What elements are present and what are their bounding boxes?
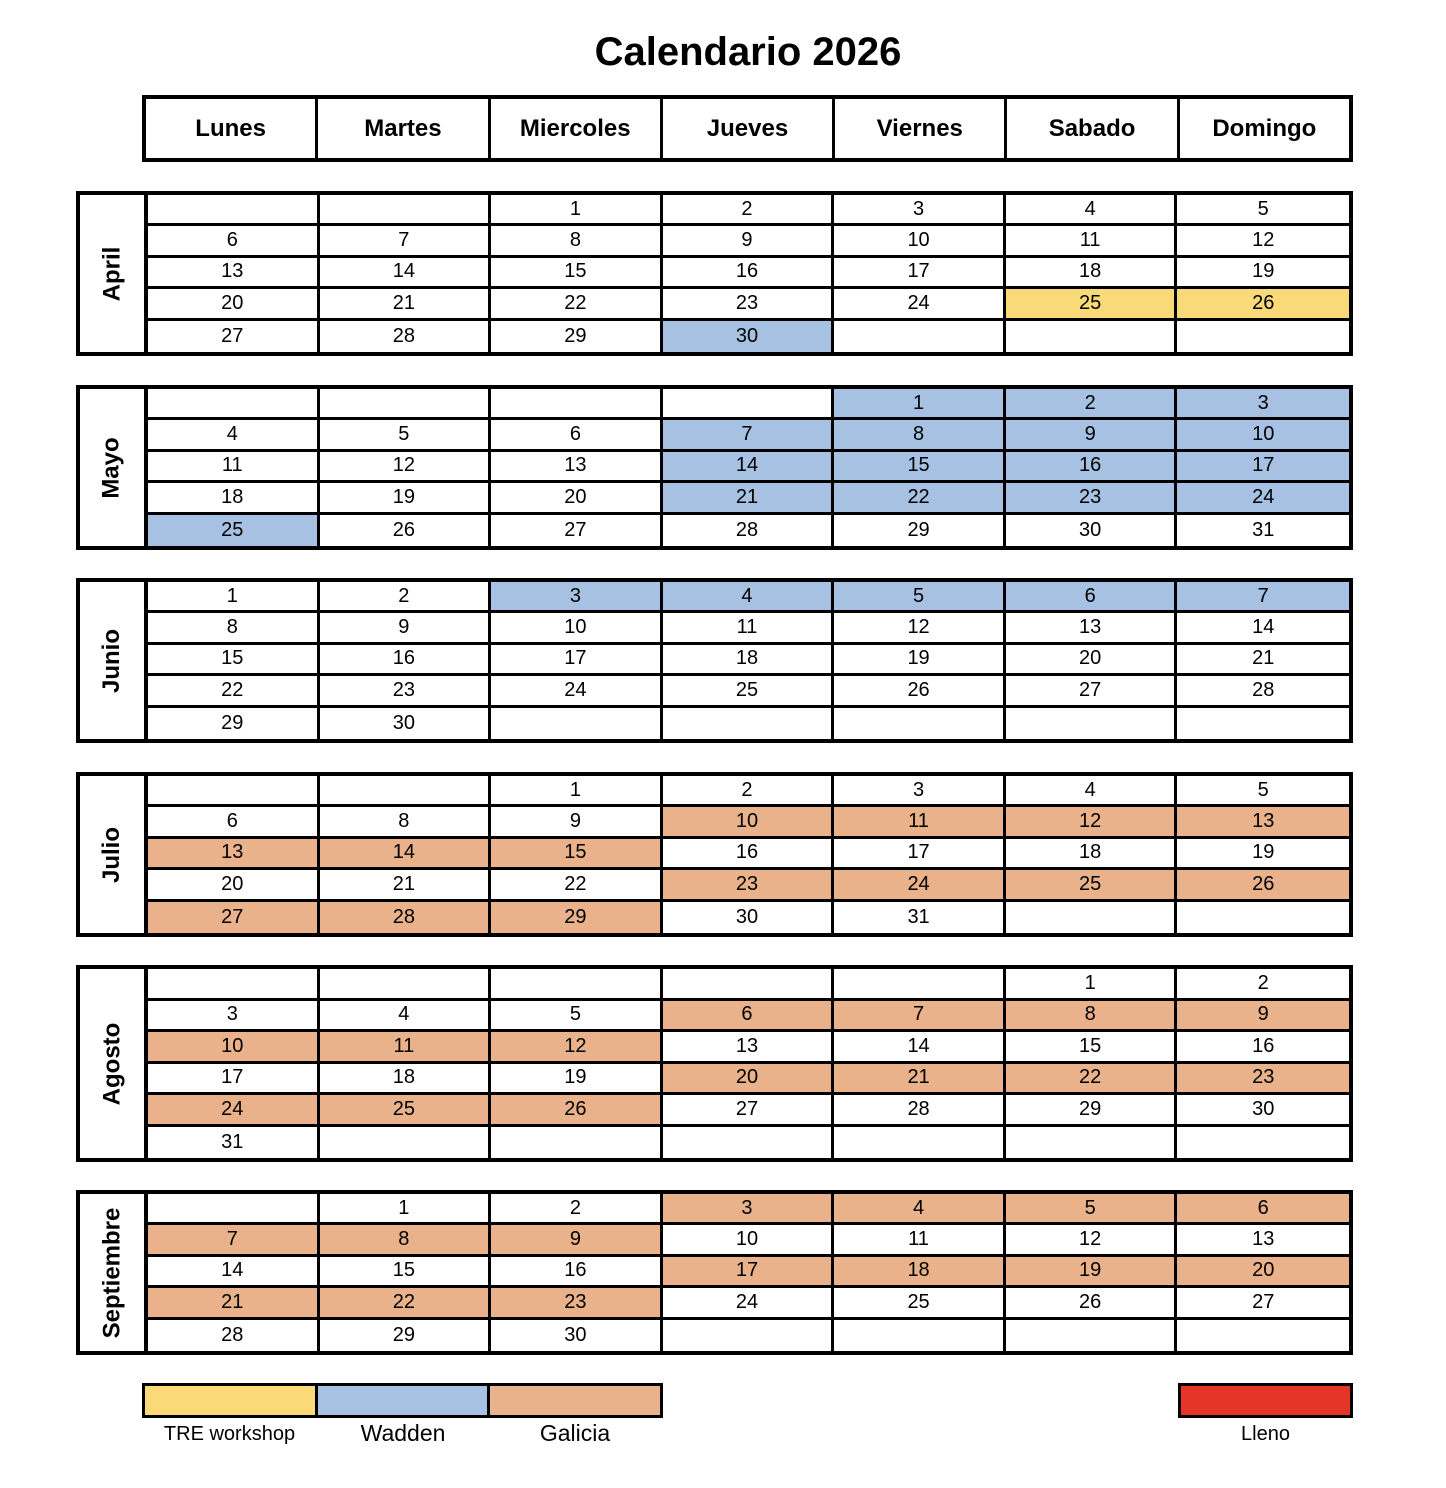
day-cell: 7 <box>320 226 492 257</box>
day-cell: 19 <box>1177 258 1349 289</box>
day-cell: 28 <box>663 515 835 546</box>
day-cell: 6 <box>1006 582 1178 613</box>
day-cell <box>1006 1127 1178 1159</box>
day-cell <box>663 708 835 739</box>
day-cell: 30 <box>663 321 835 352</box>
day-cell: 6 <box>148 807 320 838</box>
day-cell: 23 <box>320 676 492 707</box>
weekday-tuesday: Martes <box>315 99 487 158</box>
day-cell: 14 <box>1177 613 1349 644</box>
day-cell: 16 <box>491 1257 663 1288</box>
day-cell: 30 <box>1177 1095 1349 1127</box>
day-cell <box>663 969 835 1001</box>
day-cell: 20 <box>1006 645 1178 676</box>
day-cell: 7 <box>834 1001 1006 1033</box>
day-cell: 26 <box>834 676 1006 707</box>
day-cell: 20 <box>148 870 320 901</box>
day-cell: 18 <box>1006 258 1178 289</box>
day-cell: 18 <box>663 645 835 676</box>
day-cell <box>148 195 320 226</box>
day-cell: 25 <box>148 515 320 546</box>
day-cell: 1 <box>491 195 663 226</box>
day-cell: 17 <box>1177 452 1349 483</box>
day-cell: 16 <box>1006 452 1178 483</box>
day-cell: 20 <box>491 483 663 514</box>
day-cell: 20 <box>663 1064 835 1096</box>
day-cell <box>834 1320 1006 1351</box>
month-block-april <box>76 191 1353 356</box>
day-cell: 13 <box>663 1032 835 1064</box>
day-cell: 29 <box>491 321 663 352</box>
legend-label-tre: TRE workshop <box>163 1423 296 1445</box>
day-cell <box>663 1127 835 1159</box>
day-cell: 13 <box>1177 807 1349 838</box>
day-cell: 6 <box>491 420 663 451</box>
day-cell <box>1177 902 1349 933</box>
day-cell: 4 <box>320 1001 492 1033</box>
day-cell: 8 <box>834 420 1006 451</box>
day-cell <box>1177 1127 1349 1159</box>
day-cell: 21 <box>320 289 492 320</box>
day-cell: 19 <box>320 483 492 514</box>
legend-label-wadden: Wadden <box>360 1420 446 1446</box>
day-cell: 27 <box>1177 1288 1349 1319</box>
day-cell: 4 <box>1006 776 1178 807</box>
day-cell <box>148 776 320 807</box>
day-cell: 30 <box>491 1320 663 1351</box>
day-cell: 23 <box>1177 1064 1349 1096</box>
day-cell: 26 <box>320 515 492 546</box>
day-cell: 8 <box>148 613 320 644</box>
day-cell: 31 <box>1252 518 1275 541</box>
day-cell: 14 <box>320 258 492 289</box>
day-cell: 29 <box>320 1320 492 1351</box>
day-cell: 12 <box>1006 1225 1178 1256</box>
page-title: Calendario 2026 <box>594 30 902 74</box>
day-cell: 31 <box>148 1127 320 1159</box>
day-cell: 21 <box>834 1064 1006 1096</box>
day-cell: 5 <box>1177 195 1349 226</box>
legend-swatch-lleno <box>1178 1383 1353 1418</box>
day-cell: 22 <box>834 483 1006 514</box>
day-cell: 14 <box>834 1032 1006 1064</box>
day-cell <box>320 776 492 807</box>
day-cell: 17 <box>491 645 663 676</box>
day-cell: 29 <box>491 902 663 933</box>
day-cell: 3 <box>148 1001 320 1033</box>
day-cell: 4 <box>834 1194 1006 1225</box>
day-cell <box>491 389 663 420</box>
day-cell <box>491 1127 663 1159</box>
day-cell: 12 <box>834 613 1006 644</box>
day-cell: 11 <box>663 613 835 644</box>
day-cell: 10 <box>1177 420 1349 451</box>
day-cell: 12 <box>1006 807 1178 838</box>
day-cell: 1 <box>148 582 320 613</box>
day-cell: 17 <box>834 258 1006 289</box>
day-cell: 9 <box>1006 420 1178 451</box>
day-cell: 23 <box>663 870 835 901</box>
day-cell <box>834 708 1006 739</box>
day-cell: 19 <box>834 645 1006 676</box>
day-cell: 10 <box>148 1032 320 1064</box>
day-cell: 6 <box>663 1001 835 1033</box>
day-cell: 5 <box>320 420 492 451</box>
day-cell: 6 <box>148 226 320 257</box>
day-cell: 6 <box>1177 1194 1349 1225</box>
day-cell: 11 <box>834 1225 1006 1256</box>
day-cell: 3 <box>1177 389 1349 420</box>
day-cell: 22 <box>491 289 663 320</box>
day-cell: 11 <box>320 1032 492 1064</box>
day-cell <box>663 1320 835 1351</box>
day-cell: 28 <box>320 321 492 352</box>
day-cell: 26 <box>1006 1288 1178 1319</box>
day-cell: 2 <box>663 195 835 226</box>
day-cell: 4 <box>1006 195 1178 226</box>
day-cell <box>320 195 492 226</box>
day-cell <box>834 1127 1006 1159</box>
day-cell: 25 <box>1006 870 1178 901</box>
weekday-saturday: Sabado <box>1004 99 1176 158</box>
day-cell: 15 <box>834 452 1006 483</box>
day-cell: 24 <box>663 1288 835 1319</box>
day-cell: 24 <box>148 1095 320 1127</box>
day-cell: 9 <box>1177 1001 1349 1033</box>
month-grid <box>148 389 1349 546</box>
weekday-sunday: Domingo <box>1177 99 1349 158</box>
month-block-mayo <box>76 385 1353 550</box>
day-cell: 9 <box>491 807 663 838</box>
day-cell: 27 <box>1006 676 1178 707</box>
day-cell: 8 <box>320 1225 492 1256</box>
weekday-header <box>142 95 1353 162</box>
day-cell: 16 <box>663 258 835 289</box>
day-cell: 18 <box>1006 839 1178 870</box>
month-grid <box>148 776 1349 933</box>
day-cell: 12 <box>1177 226 1349 257</box>
month-label: Septiembre <box>98 1207 125 1338</box>
day-cell: 10 <box>663 1225 835 1256</box>
day-cell: 1 <box>491 776 663 807</box>
day-cell: 28 <box>1177 676 1349 707</box>
day-cell: 3 <box>663 1194 835 1225</box>
day-cell: 3 <box>834 776 1006 807</box>
day-cell: 31 <box>834 902 1006 933</box>
day-cell: 29 <box>1006 1095 1178 1127</box>
day-cell: 8 <box>491 226 663 257</box>
day-cell: 8 <box>320 807 492 838</box>
day-cell: 19 <box>1177 839 1349 870</box>
day-cell: 13 <box>1177 1225 1349 1256</box>
day-cell: 10 <box>834 226 1006 257</box>
day-cell: 21 <box>1177 645 1349 676</box>
day-cell: 24 <box>834 289 1006 320</box>
day-cell <box>320 1127 492 1159</box>
month-grid <box>148 1194 1349 1351</box>
day-cell: 7 <box>148 1225 320 1256</box>
day-cell: 25 <box>320 1095 492 1127</box>
day-cell <box>1006 902 1178 933</box>
day-cell: 12 <box>491 1032 663 1064</box>
day-cell: 15 <box>320 1257 492 1288</box>
month-block-agosto <box>76 965 1353 1162</box>
day-cell: 2 <box>491 1194 663 1225</box>
day-cell <box>1006 1320 1178 1351</box>
day-cell: 15 <box>1006 1032 1178 1064</box>
day-cell <box>663 389 835 420</box>
day-cell: 13 <box>1006 613 1178 644</box>
day-cell: 25 <box>663 676 835 707</box>
day-cell: 26 <box>1177 870 1349 901</box>
day-cell: 4 <box>148 420 320 451</box>
day-cell: 9 <box>320 613 492 644</box>
day-cell: 30 <box>320 708 492 739</box>
legend-swatch-wadden <box>315 1386 488 1415</box>
day-cell: 21 <box>148 1288 320 1319</box>
day-cell <box>148 389 320 420</box>
month-grid <box>148 582 1349 739</box>
day-cell: 28 <box>148 1320 320 1351</box>
day-cell: 14 <box>148 1257 320 1288</box>
day-cell: 29 <box>148 708 320 739</box>
day-cell: 17 <box>148 1064 320 1096</box>
weekday-thursday: Jueves <box>660 99 832 158</box>
day-cell: 27 <box>663 1095 835 1127</box>
legend-swatch-tre <box>145 1386 315 1415</box>
day-cell <box>1006 321 1178 352</box>
weekday-wednesday: Miercoles <box>488 99 660 158</box>
day-cell: 16 <box>1177 1032 1349 1064</box>
month-label: Julio <box>97 826 125 883</box>
month-label: Mayo <box>97 436 125 499</box>
day-cell: 1 <box>320 1194 492 1225</box>
day-cell: 16 <box>663 839 835 870</box>
day-cell: 23 <box>663 289 835 320</box>
day-cell: 12 <box>320 452 492 483</box>
day-cell: 9 <box>491 1225 663 1256</box>
day-cell: 24 <box>834 870 1006 901</box>
day-cell: 30 <box>1006 515 1178 546</box>
day-cell: 27 <box>148 321 320 352</box>
day-cell: 4 <box>663 582 835 613</box>
day-cell: 13 <box>491 452 663 483</box>
day-cell: 2 <box>320 582 492 613</box>
day-cell: 10 <box>663 807 835 838</box>
day-cell: 11 <box>148 452 320 483</box>
day-cell: 27 <box>148 902 320 933</box>
day-cell: 28 <box>834 1095 1006 1127</box>
day-cell: 20 <box>148 289 320 320</box>
day-cell <box>1177 708 1349 739</box>
legend-label-lleno: Lleno <box>1241 1423 1290 1445</box>
weekday-monday: Lunes <box>195 114 266 142</box>
day-cell: 23 <box>491 1288 663 1319</box>
day-cell: 5 <box>491 1001 663 1033</box>
day-cell <box>491 708 663 739</box>
day-cell: 17 <box>834 839 1006 870</box>
day-cell: 1 <box>1006 969 1178 1001</box>
day-cell: 2 <box>663 776 835 807</box>
day-cell: 14 <box>320 839 492 870</box>
day-cell: 18 <box>148 483 320 514</box>
day-cell: 22 <box>1006 1064 1178 1096</box>
day-cell: 23 <box>1006 483 1178 514</box>
month-grid <box>148 969 1349 1158</box>
day-cell: 24 <box>491 676 663 707</box>
day-cell: 21 <box>663 483 835 514</box>
month-label: April <box>97 246 125 301</box>
day-cell: 28 <box>320 902 492 933</box>
month-label: Agosto <box>98 1022 125 1105</box>
day-cell <box>320 389 492 420</box>
day-cell: 13 <box>148 839 320 870</box>
day-cell: 15 <box>491 258 663 289</box>
legend-swatches <box>142 1383 663 1418</box>
month-block-septiembre <box>76 1190 1353 1355</box>
day-cell: 18 <box>834 1257 1006 1288</box>
day-cell: 25 <box>834 1288 1006 1319</box>
day-cell: 24 <box>1177 483 1349 514</box>
day-cell: 2 <box>1006 389 1178 420</box>
day-cell: 29 <box>834 515 1006 546</box>
day-cell <box>320 969 492 1001</box>
day-cell: 8 <box>1006 1001 1178 1033</box>
day-cell: 26 <box>1177 289 1349 320</box>
day-cell: 25 <box>1006 289 1178 320</box>
day-cell <box>1006 708 1178 739</box>
day-cell: 3 <box>834 195 1006 226</box>
day-cell: 3 <box>491 582 663 613</box>
day-cell: 30 <box>663 902 835 933</box>
day-cell: 11 <box>1006 226 1178 257</box>
day-cell: 19 <box>1006 1257 1178 1288</box>
day-cell: 5 <box>834 582 1006 613</box>
day-cell <box>148 1194 320 1225</box>
month-grid <box>148 195 1349 352</box>
month-label: Junio <box>98 628 125 693</box>
day-cell: 22 <box>491 870 663 901</box>
day-cell: 5 <box>1177 776 1349 807</box>
day-cell: 19 <box>491 1064 663 1096</box>
legend-label-galicia: Galicia <box>539 1420 611 1446</box>
day-cell: 14 <box>663 452 835 483</box>
day-cell: 18 <box>320 1064 492 1096</box>
month-block-junio <box>76 578 1353 743</box>
day-cell <box>1177 321 1349 352</box>
day-cell: 11 <box>834 807 1006 838</box>
day-cell: 9 <box>663 226 835 257</box>
day-cell <box>148 969 320 1001</box>
day-cell: 21 <box>320 870 492 901</box>
weekday-friday: Viernes <box>832 99 1004 158</box>
day-cell: 15 <box>148 645 320 676</box>
day-cell: 26 <box>491 1095 663 1127</box>
day-cell: 17 <box>663 1257 835 1288</box>
legend-swatch-galicia <box>487 1386 660 1415</box>
day-cell <box>834 321 1006 352</box>
day-cell: 22 <box>320 1288 492 1319</box>
day-cell: 5 <box>1006 1194 1178 1225</box>
day-cell: 27 <box>491 515 663 546</box>
day-cell: 22 <box>148 676 320 707</box>
day-cell: 10 <box>491 613 663 644</box>
month-block-julio <box>76 772 1353 937</box>
day-cell: 16 <box>320 645 492 676</box>
day-cell <box>834 969 1006 1001</box>
day-cell: 15 <box>491 839 663 870</box>
day-cell: 1 <box>834 389 1006 420</box>
day-cell: 20 <box>1177 1257 1349 1288</box>
day-cell <box>1177 1320 1349 1351</box>
day-cell: 13 <box>148 258 320 289</box>
day-cell: 2 <box>1177 969 1349 1001</box>
day-cell <box>491 969 663 1001</box>
day-cell: 7 <box>1177 582 1349 613</box>
day-cell: 7 <box>663 420 835 451</box>
